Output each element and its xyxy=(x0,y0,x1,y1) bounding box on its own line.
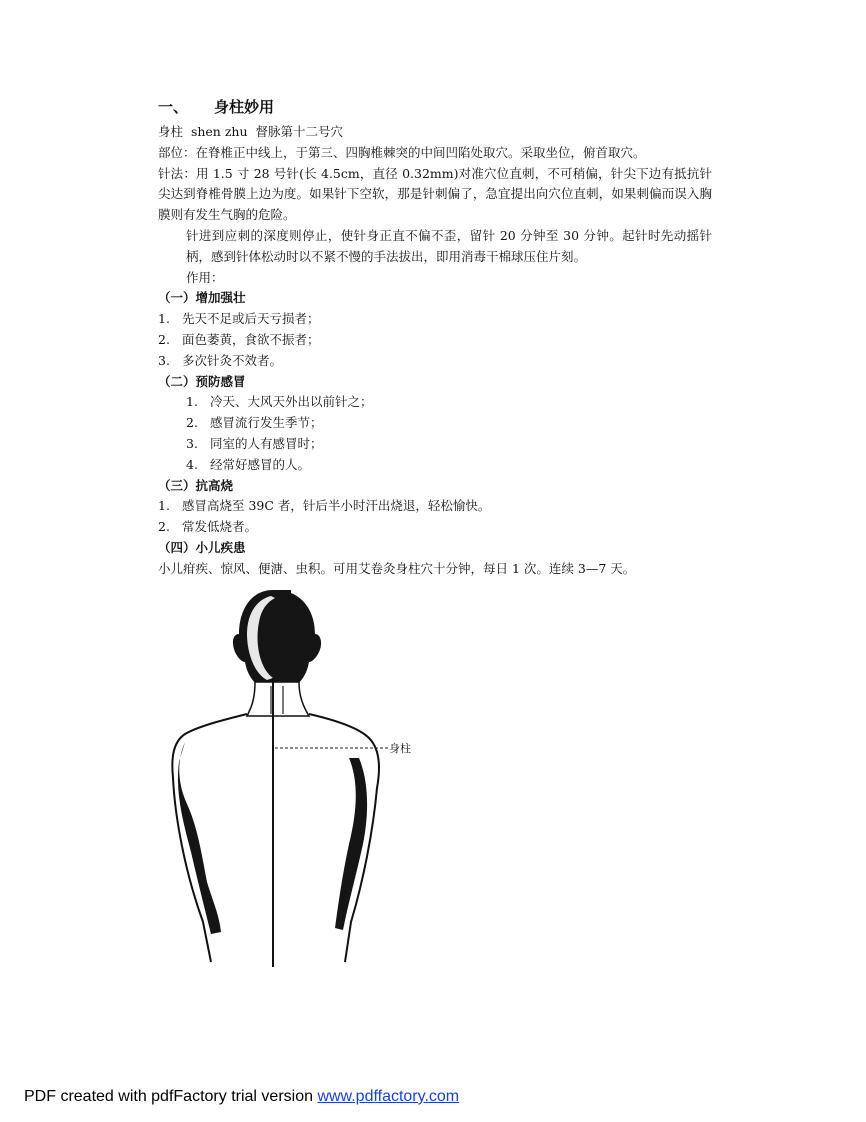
list-item: 1. 感冒高烧至 39C 者，针后半小时汗出烧退，轻松愉快。 xyxy=(158,498,491,514)
section-1-list xyxy=(158,309,718,371)
left-side-shading xyxy=(178,742,221,934)
needling-paragraph: 针法：用 1.5 寸 28 号针(长 4.5cm，直径 0.32mm)对准穴位直刺，不可稍偏，针尖下边有抵抗针尖达到脊椎骨膜上边为度。如果针下空软，那是针刺偏了，急宜提出向穴位直刺，如果刺偏而误入胸膜则有发生气胸的危险。 xyxy=(158,165,712,223)
article xyxy=(158,96,718,580)
list-item: 3. 同室的人有感冒时； xyxy=(186,435,323,451)
torso-outline xyxy=(172,714,379,962)
list-item: 2. 面色萎黄，食欲不振者； xyxy=(158,331,320,347)
section-heading-2: （二）预防感冒 xyxy=(158,373,246,389)
footer-prefix: PDF created with pdfFactory trial version xyxy=(24,1088,318,1105)
acupoint-label: 身柱 xyxy=(389,742,411,755)
effect-label: 作用： xyxy=(186,269,224,285)
list-item: 2. 常发低烧者。 xyxy=(158,519,258,535)
needling-paragraph-2: 针进到应刺的深度则停止，使针身正直不偏不歪，留针 20 分钟至 30 分钟。起针时先动摇针柄，感到针体松动时以不紧不慢的手法拔出，即用消毒干棉球压住片刻。 xyxy=(186,227,712,264)
acupoint-intro: 身柱 shen zhu 督脉第十二号穴 xyxy=(158,124,343,139)
section-heading-4: （四）小儿疾患 xyxy=(158,539,246,555)
section-title xyxy=(158,96,718,118)
list-item: 1. 冷天、大风天外出以前针之； xyxy=(186,394,373,410)
right-side-shading xyxy=(335,758,367,930)
list-item: 1. 先天不足或后天亏损者； xyxy=(158,311,320,327)
footer-link[interactable]: www.pdffactory.com xyxy=(317,1088,460,1105)
section-heading-1: （一）增加强壮 xyxy=(158,290,246,306)
title-number: 一、 xyxy=(158,98,189,116)
list-item: 2. 感冒流行发生季节； xyxy=(186,415,323,431)
location-paragraph: 部位：在脊椎正中线上，于第三、四胸椎棘突的中间凹陷处取穴。采取坐位，俯首取穴。 xyxy=(158,144,646,160)
pdf-watermark-footer xyxy=(24,1088,459,1106)
list-item: 3. 多次针灸不效者。 xyxy=(158,352,283,368)
section-3-list xyxy=(158,496,718,538)
neck xyxy=(247,682,309,716)
section-2-list xyxy=(158,392,718,475)
list-item: 4. 经常好感冒的人。 xyxy=(186,456,311,472)
back-acupoint-illustration xyxy=(163,582,425,972)
head-right xyxy=(275,590,321,686)
section-heading-3: （三）抗高烧 xyxy=(158,477,234,493)
section-4-text: 小儿疳疾、惊风、便溏、虫积。可用艾卷灸身柱穴十分钟，每日 1 次。连续 3—7 天。 xyxy=(158,560,636,576)
title-text: 身柱妙用 xyxy=(214,98,275,116)
